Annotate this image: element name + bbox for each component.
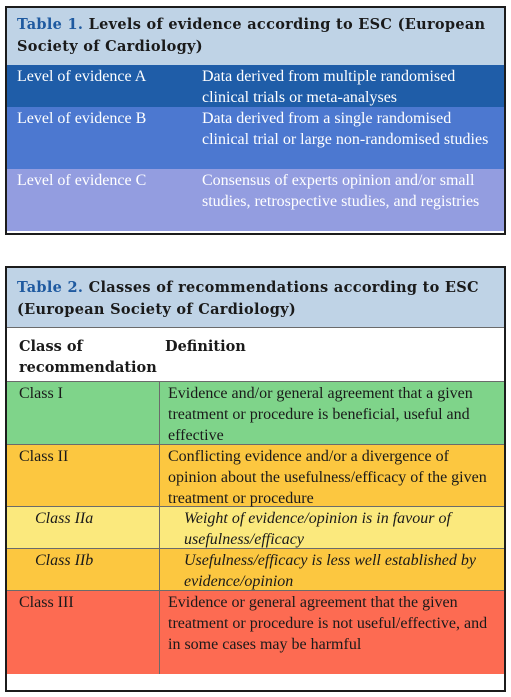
column-header-class: Class of recommendation (19, 338, 157, 376)
table-row (7, 506, 504, 548)
evidence-description-cell: Consensus of experts opinion and/or small studies, retrospective studies, and registries (202, 172, 480, 210)
evidence-level-cell: Level of evidence A (17, 68, 147, 85)
table-row (7, 590, 504, 674)
table-row (7, 444, 504, 506)
table-label: Table 2. (17, 279, 84, 296)
definition-cell: Evidence and/or general agreement that a given treatment or procedure is beneficial, useful and effective (168, 385, 473, 444)
class-cell: Class II (7, 445, 160, 506)
table-header-row (7, 328, 504, 382)
table-title: Classes of recommendations according to ESC (European Society of Cardiology) (17, 279, 479, 318)
definition-cell: Conflicting evidence and/or a divergence of opinion about the usefulness/efficacy of the given treatment or procedure (168, 448, 487, 507)
definition-cell: Usefulness/efficacy is less well established by evidence/opinion (184, 552, 476, 590)
class-cell: Class IIb (7, 549, 160, 590)
evidence-description-cell: Data derived from a single randomised clinical trial or large non-randomised studies (202, 110, 489, 148)
table-caption (7, 8, 504, 65)
table-row (7, 107, 504, 169)
class-cell: Class I (7, 382, 160, 444)
evidence-level-cell: Level of evidence B (17, 110, 147, 127)
table-row (7, 382, 504, 444)
levels-of-evidence-table (5, 6, 506, 235)
column-header-definition: Definition (165, 338, 246, 355)
table-row (7, 548, 504, 590)
table-label: Table 1. (17, 16, 84, 33)
evidence-description-cell: Data derived from multiple randomised clinical trials or meta-analyses (202, 68, 456, 106)
classes-of-recommendations-table (5, 266, 506, 692)
table-title: Levels of evidence according to ESC (European Society of Cardiology) (17, 16, 486, 55)
table-row (7, 169, 504, 231)
table-row (7, 65, 504, 107)
definition-cell: Evidence or general agreement that the given treatment or procedure is not useful/effective, and in some cases may be harmful (168, 594, 488, 653)
evidence-level-cell: Level of evidence C (17, 172, 147, 189)
table-caption (7, 268, 504, 328)
definition-cell: Weight of evidence/opinion is in favour of usefulness/efficacy (184, 510, 451, 548)
class-cell: Class IIa (7, 507, 160, 548)
class-cell: Class III (7, 591, 160, 674)
